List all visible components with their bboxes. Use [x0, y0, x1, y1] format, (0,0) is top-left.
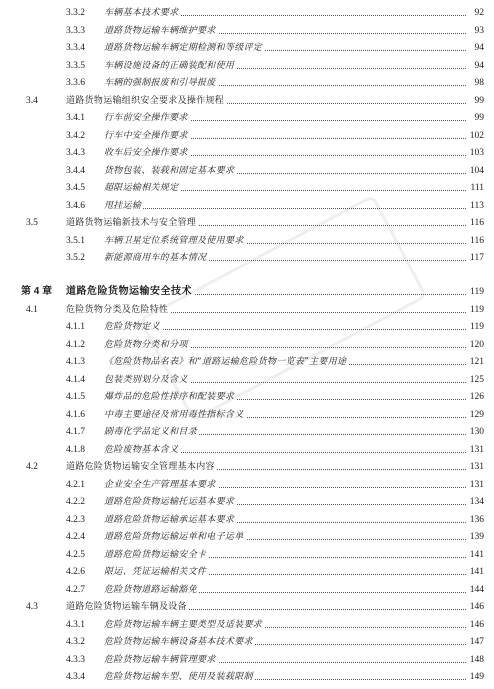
toc-page-number: 141 — [468, 564, 484, 580]
toc-number: 3.3.2 — [66, 8, 85, 18]
toc-title: 道路危险货物运输运单和电子运单 — [104, 529, 246, 545]
toc-title: 包装类别划分及含义 — [104, 372, 190, 388]
toc-number: 4.2.3 — [66, 515, 85, 525]
toc-title: 限运、凭证运输相关文件 — [104, 564, 208, 580]
toc-subsection[interactable] — [0, 616, 494, 634]
toc-title: 新能源商用车的基本情况 — [104, 250, 208, 266]
toc-page-number: 119 — [468, 302, 484, 318]
toc-page-number: 131 — [468, 442, 484, 458]
toc-subsection[interactable] — [0, 197, 494, 215]
toc-page-number: 126 — [468, 389, 484, 405]
toc-page-number: 134 — [468, 494, 484, 510]
toc-number: 4.1.6 — [66, 410, 85, 420]
toc-subsection[interactable] — [0, 511, 494, 529]
toc-subsection[interactable] — [0, 493, 494, 511]
toc-section[interactable] — [0, 458, 494, 476]
toc-title: 危险废物基本含义 — [104, 442, 180, 458]
toc-subsection[interactable] — [0, 406, 494, 424]
toc-section[interactable] — [0, 598, 494, 616]
toc-number: 3.3.4 — [66, 43, 85, 53]
toc-title: 危险货物道路运输豁免 — [104, 582, 199, 598]
toc-page-number: 113 — [468, 198, 484, 214]
toc-subsection[interactable] — [0, 388, 494, 406]
toc-title: 道路货物运输新技术与安全管理 — [66, 215, 198, 231]
toc-title: 道路货物运输组织安全要求及操作规程 — [66, 93, 226, 109]
toc-page-number: 121 — [468, 354, 484, 370]
toc-number: 3.4.2 — [66, 131, 85, 141]
toc-page-number: 131 — [468, 477, 484, 493]
toc-page-number: 93 — [473, 23, 485, 39]
toc-subsection[interactable] — [0, 633, 494, 651]
toc-number: 3.3.3 — [66, 26, 85, 36]
toc-page-number: 117 — [468, 250, 484, 266]
toc-subsection[interactable] — [0, 127, 494, 145]
toc-title: 超限运输相关规定 — [104, 180, 180, 196]
toc-subsection[interactable] — [0, 476, 494, 494]
toc-title: 道路危险货物运输车辆及设备 — [66, 599, 189, 615]
toc-number: 3.3.5 — [66, 61, 85, 71]
toc-subsection[interactable] — [0, 423, 494, 441]
toc-number: 3.4.6 — [66, 201, 85, 211]
toc-page-number: 94 — [473, 58, 485, 74]
toc-title: 道路危险货物运输安全管理基本内容 — [66, 459, 217, 475]
toc-page-number: 102 — [468, 128, 484, 144]
toc-number: 3.4.4 — [66, 166, 85, 176]
toc-subsection[interactable] — [0, 668, 494, 686]
toc-page-number: 116 — [468, 233, 484, 249]
toc-number: 3.4.3 — [66, 148, 85, 158]
toc-title: 甩挂运输 — [104, 198, 143, 214]
toc-title: 行车中安全操作要求 — [104, 128, 190, 144]
toc-number: 4.1.3 — [66, 357, 85, 367]
toc-page-number: 146 — [468, 599, 484, 615]
toc-number: 4.3.3 — [66, 655, 85, 665]
toc-page-number: 136 — [468, 512, 484, 528]
toc-page-number: 147 — [468, 634, 484, 650]
toc-number: 3.4.5 — [66, 183, 85, 193]
toc-page-number: 130 — [468, 424, 484, 440]
toc-subsection[interactable] — [0, 179, 494, 197]
toc-number: 4.1.2 — [66, 340, 85, 350]
toc-subsection[interactable] — [0, 39, 494, 57]
toc-subsection[interactable] — [0, 57, 494, 75]
toc-page-number: 104 — [468, 163, 484, 179]
toc-title: 道路危险货物运输安全技术 — [66, 284, 194, 300]
toc-page-number: 92 — [473, 5, 485, 21]
toc-title: 剧毒化学品定义和目录 — [104, 424, 199, 440]
toc-page-number: 129 — [468, 407, 484, 423]
toc-page-number: 111 — [468, 180, 484, 196]
toc-subsection[interactable] — [0, 74, 494, 92]
toc-subsection[interactable] — [0, 353, 494, 371]
toc-page-number: 119 — [468, 284, 484, 300]
toc-title: 《危险货物品名表》和“道路运输危险货物一览表”主要用途 — [104, 354, 348, 370]
toc-subsection[interactable] — [0, 546, 494, 564]
toc-number: 4.3.4 — [66, 672, 85, 682]
toc-number: 4.1.1 — [66, 322, 85, 332]
toc-title: 货物包装、装载和固定基本要求 — [104, 163, 236, 179]
toc-number: 3.5.2 — [66, 253, 85, 263]
toc-number: 4.3 — [26, 602, 38, 612]
toc-number: 4.3.2 — [66, 637, 85, 647]
toc-page-number: 103 — [468, 145, 484, 161]
toc-number: 4.1.8 — [66, 445, 85, 455]
toc-page-number: 144 — [468, 582, 484, 598]
toc-title: 危险货物分类及危险特性 — [66, 302, 170, 318]
toc-title: 爆炸品的危险性排序和配装要求 — [104, 389, 236, 405]
toc-title: 企业安全生产管理基本要求 — [104, 477, 218, 493]
toc-number: 4.1.7 — [66, 427, 85, 437]
toc-number: 4.2 — [26, 462, 38, 472]
toc-subsection[interactable] — [0, 318, 494, 336]
toc-number: 4.1.4 — [66, 375, 85, 385]
toc-number: 第 4 章 — [21, 286, 53, 297]
toc-subsection[interactable] — [0, 232, 494, 250]
toc-page-number: 146 — [468, 617, 484, 633]
toc-number: 4.2.7 — [66, 585, 85, 595]
toc-number: 4.1.5 — [66, 392, 85, 402]
toc-number: 3.4.1 — [66, 113, 85, 123]
toc-page-number: 148 — [468, 652, 484, 668]
toc-number: 4.2.1 — [66, 480, 85, 490]
toc-number: 4.2.5 — [66, 550, 85, 560]
toc-subsection[interactable] — [0, 336, 494, 354]
toc-subsection[interactable] — [0, 144, 494, 162]
toc-title: 车辆基本技术要求 — [104, 5, 180, 21]
toc-title: 车辆卫星定位系统管理及使用要求 — [104, 233, 246, 249]
toc-subsection[interactable] — [0, 162, 494, 180]
toc-page-number: 139 — [468, 529, 484, 545]
toc-page-number: 149 — [468, 669, 484, 685]
toc-page-number: 119 — [468, 319, 484, 335]
toc-number: 4.2.2 — [66, 497, 85, 507]
toc-page-number: 141 — [468, 547, 484, 563]
toc-section[interactable] — [0, 214, 494, 232]
toc-title: 危险货物运输车辆主要类型及适装要求 — [104, 617, 264, 633]
toc-subsection[interactable] — [0, 109, 494, 127]
toc-number: 3.5.1 — [66, 236, 85, 246]
toc-subsection[interactable] — [0, 249, 494, 267]
toc-title: 危险货物定义 — [104, 319, 162, 335]
toc-title: 车辆的强制报废和引导报废 — [104, 75, 218, 91]
toc-subsection[interactable] — [0, 22, 494, 40]
toc-title: 行车前安全操作要求 — [104, 110, 190, 126]
toc-page-number: 99 — [473, 110, 485, 126]
toc-page-number: 98 — [473, 75, 485, 91]
toc-subsection[interactable] — [0, 4, 494, 22]
toc-subsection[interactable] — [0, 563, 494, 581]
toc-title: 危险货物分类和分项 — [104, 337, 190, 353]
dot-leader — [104, 208, 466, 209]
toc-subsection[interactable] — [0, 371, 494, 389]
toc-section[interactable] — [0, 301, 494, 319]
toc-subsection[interactable] — [0, 528, 494, 546]
toc-subsection[interactable] — [0, 441, 494, 459]
toc-title: 收车后安全操作要求 — [104, 145, 190, 161]
toc-number: 4.3.1 — [66, 620, 85, 630]
toc-title: 危险货物运输车辆设备基本技术要求 — [104, 634, 255, 650]
toc-title: 危险货物运输车辆管理要求 — [104, 652, 218, 668]
toc-number: 3.5 — [26, 218, 38, 228]
toc-title: 道路危险货物运输安全卡 — [104, 547, 208, 563]
toc-title: 危险货物运输车型、使用及装载限制 — [104, 669, 255, 685]
toc-title: 车辆设施设备的正确装配和使用 — [104, 58, 236, 74]
toc-title: 道路货物运输车辆定期检测和等级评定 — [104, 40, 264, 56]
toc-title: 中毒主要途径及常用毒性指标含义 — [104, 407, 246, 423]
toc-number: 4.2.4 — [66, 532, 85, 542]
toc-chapter[interactable] — [0, 283, 494, 301]
toc-subsection[interactable] — [0, 581, 494, 599]
toc-number: 3.4 — [26, 96, 38, 106]
toc-number: 4.1 — [26, 305, 38, 315]
toc-page-number: 94 — [473, 40, 485, 56]
toc-number: 4.2.6 — [66, 567, 85, 577]
toc-page-number: 125 — [468, 372, 484, 388]
toc-subsection[interactable] — [0, 651, 494, 669]
toc-page-number: 131 — [468, 459, 484, 475]
toc-page-number: 99 — [473, 93, 485, 109]
toc-title: 道路危险货物运输承运基本要求 — [104, 512, 236, 528]
toc-section[interactable] — [0, 92, 494, 110]
toc-page-number: 116 — [468, 215, 484, 231]
toc-number: 3.3.6 — [66, 78, 85, 88]
toc-title: 道路危险货物运输托运基本要求 — [104, 494, 236, 510]
toc-title: 道路货物运输车辆维护要求 — [104, 23, 218, 39]
toc-page-number: 120 — [468, 337, 484, 353]
